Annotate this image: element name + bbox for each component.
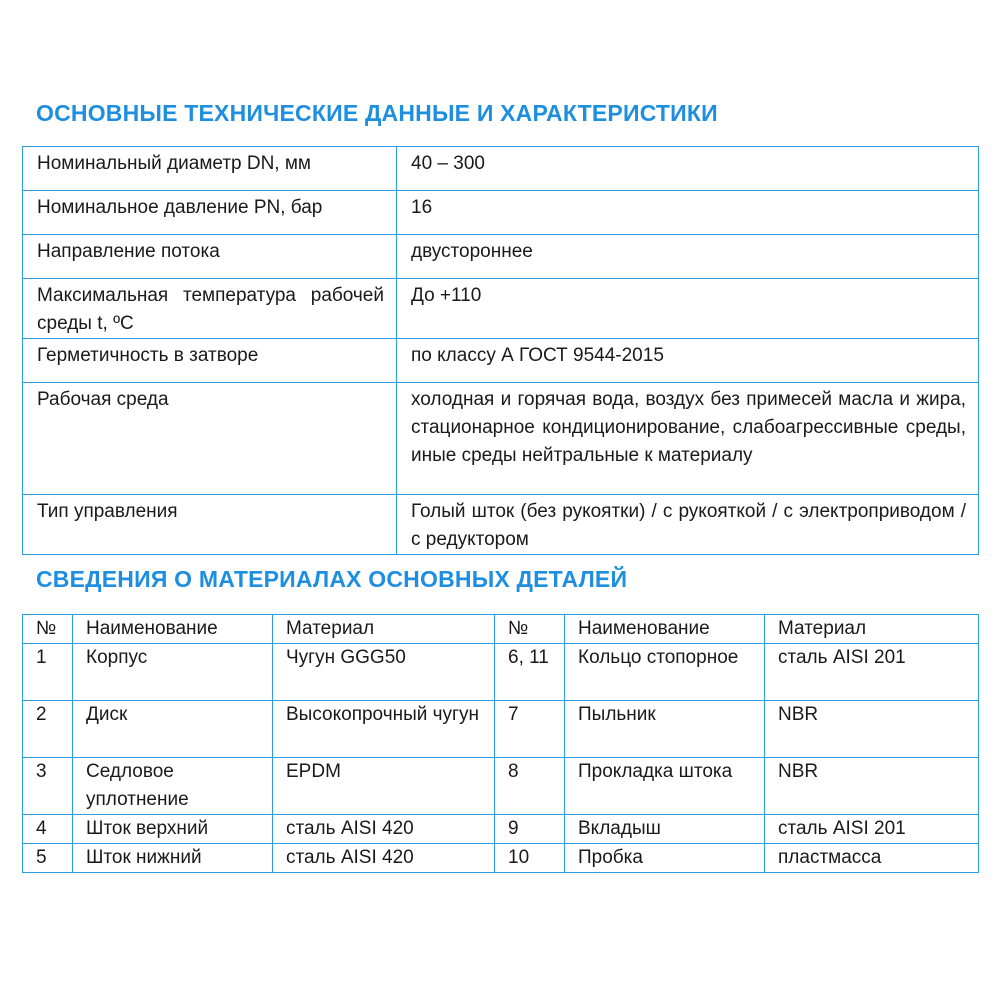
spec-label: Номинальный диаметр DN, мм xyxy=(23,147,397,191)
cell-material: сталь AISI 201 xyxy=(765,644,979,701)
spec-label: Тип управления xyxy=(23,495,397,555)
cell-material: сталь AISI 420 xyxy=(273,815,495,844)
cell-number: 1 xyxy=(23,644,73,701)
section-title-specs: ОСНОВНЫЕ ТЕХНИЧЕСКИЕ ДАННЫЕ И ХАРАКТЕРИСТИКИ xyxy=(36,100,718,126)
spec-label: Направление потока xyxy=(23,235,397,279)
cell-material: EPDM xyxy=(273,758,495,815)
cell-name: Корпус xyxy=(73,644,273,701)
spec-value: 16 xyxy=(397,191,979,235)
materials-table xyxy=(22,614,979,873)
cell-material: Высокопрочный чугун xyxy=(273,701,495,758)
spec-value: по классу А ГОСТ 9544-2015 xyxy=(397,339,979,383)
spec-value: Голый шток (без рукоятки) / с рукояткой / с электроприводом / с редуктором xyxy=(397,495,979,555)
cell-name: Вкладыш xyxy=(565,815,765,844)
cell-number: 7 xyxy=(495,701,565,758)
cell-name: Седловое уплотнение xyxy=(73,758,273,815)
spec-label: Максимальная температура рабочей среды t, ºC xyxy=(23,279,397,339)
header-cell-number: № xyxy=(495,615,565,644)
cell-name: Шток нижний xyxy=(73,844,273,873)
cell-name: Шток верхний xyxy=(73,815,273,844)
cell-number: 4 xyxy=(23,815,73,844)
table-row xyxy=(23,191,979,235)
table-row xyxy=(23,701,979,758)
cell-number: 10 xyxy=(495,844,565,873)
spec-value: До +110 xyxy=(397,279,979,339)
header-cell-material: Материал xyxy=(765,615,979,644)
table-row xyxy=(23,339,979,383)
spec-label: Герметичность в затворе xyxy=(23,339,397,383)
cell-number: 9 xyxy=(495,815,565,844)
table-row xyxy=(23,758,979,815)
cell-material: NBR xyxy=(765,758,979,815)
table-row xyxy=(23,279,979,339)
cell-material: пластмасса xyxy=(765,844,979,873)
cell-name: Диск xyxy=(73,701,273,758)
table-row xyxy=(23,495,979,555)
cell-material: сталь AISI 201 xyxy=(765,815,979,844)
table-row xyxy=(23,147,979,191)
spec-value: 40 – 300 xyxy=(397,147,979,191)
spec-label: Номинальное давление PN, бар xyxy=(23,191,397,235)
header-cell-name: Наименование xyxy=(565,615,765,644)
cell-number: 2 xyxy=(23,701,73,758)
cell-number: 3 xyxy=(23,758,73,815)
section-title-materials: СВЕДЕНИЯ О МАТЕРИАЛАХ ОСНОВНЫХ ДЕТАЛЕЙ xyxy=(36,566,628,592)
table-row xyxy=(23,235,979,279)
cell-name: Кольцо стопорное xyxy=(565,644,765,701)
table-header-row xyxy=(23,615,979,644)
specs-table xyxy=(22,146,979,555)
spec-label: Рабочая среда xyxy=(23,383,397,495)
table-row xyxy=(23,815,979,844)
spec-value: холодная и горячая вода, воздух без примесей масла и жира, стационарное кондиционирование, слабоагрессивные среды, иные среды нейтральные к материалу xyxy=(397,383,979,495)
table-row xyxy=(23,844,979,873)
header-cell-material: Материал xyxy=(273,615,495,644)
cell-name: Пробка xyxy=(565,844,765,873)
cell-number: 8 xyxy=(495,758,565,815)
header-cell-name: Наименование xyxy=(73,615,273,644)
cell-number: 6, 11 xyxy=(495,644,565,701)
cell-number: 5 xyxy=(23,844,73,873)
cell-name: Прокладка штока xyxy=(565,758,765,815)
cell-material: Чугун GGG50 xyxy=(273,644,495,701)
cell-material: NBR xyxy=(765,701,979,758)
spec-value: двустороннее xyxy=(397,235,979,279)
cell-name: Пыльник xyxy=(565,701,765,758)
table-row xyxy=(23,383,979,495)
table-row xyxy=(23,644,979,701)
cell-material: сталь AISI 420 xyxy=(273,844,495,873)
header-cell-number: № xyxy=(23,615,73,644)
